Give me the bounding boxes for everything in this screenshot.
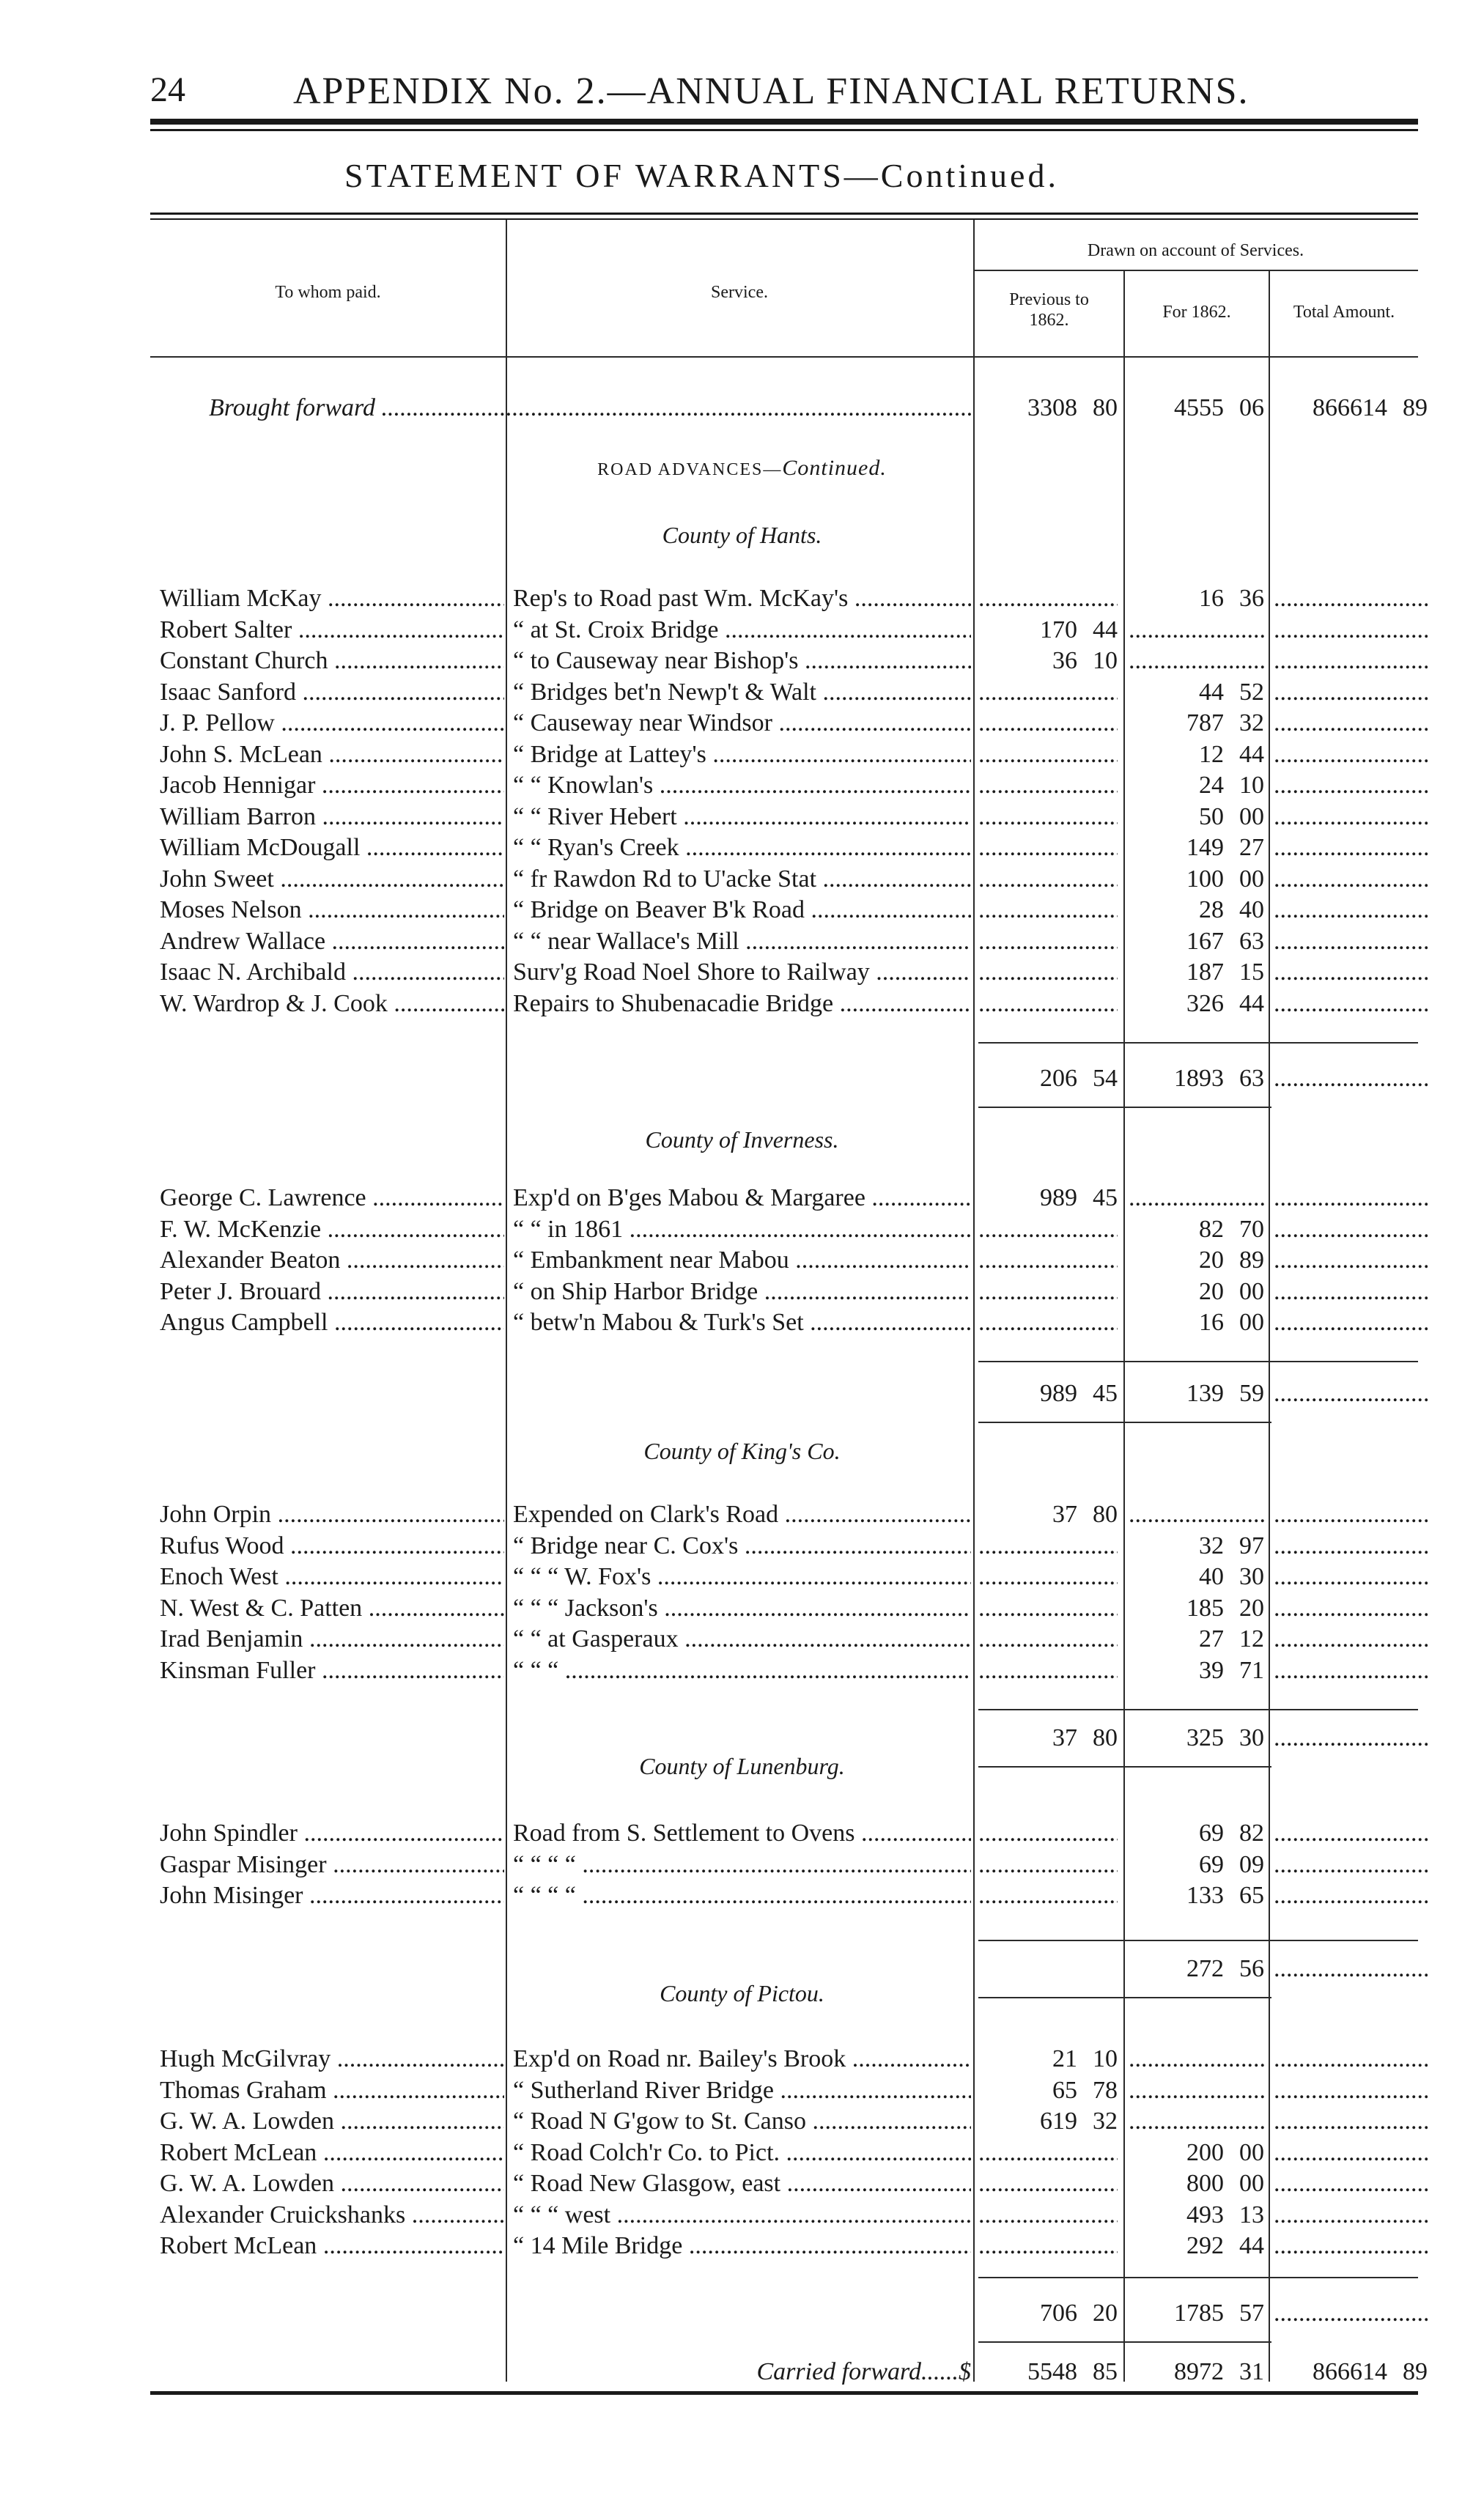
subtotal-total (1274, 1064, 1428, 1093)
subtotal-underline (978, 1766, 1271, 1768)
table-bottom-rule (150, 2391, 1418, 2395)
service-description: “ “ “ “ ..... (513, 1882, 971, 1909)
table-row (0, 1246, 1484, 1275)
brought-forward-previous: 3308 80 (1027, 394, 1118, 421)
service-description: “ on Ship Harbor Bridge ..... (513, 1278, 971, 1305)
amount-previous (978, 802, 1118, 832)
amount-previous: 37 80 (1052, 1501, 1118, 1528)
payee-name: N. West & C. Patten ..... (160, 1595, 504, 1622)
subtotal-for-1862: 139 59 (1186, 1380, 1264, 1407)
payee-name: Isaac N. Archibald ..... (160, 959, 504, 986)
subtotal-rule (978, 1361, 1418, 1362)
amount-previous (978, 1850, 1118, 1880)
amount-for-1862: 39 71 (1199, 1656, 1264, 1684)
amount-total (1274, 616, 1428, 645)
amount-previous (978, 1532, 1118, 1561)
amount-previous (978, 927, 1118, 956)
amount-total (1274, 2138, 1428, 2168)
amount-previous: 36 10 (1052, 647, 1118, 674)
table-row (0, 958, 1484, 987)
amount-for-1862 (1129, 616, 1264, 645)
service-description: Road from S. Settlement to Ovens ..... (513, 1820, 971, 1847)
amount-total (1274, 1277, 1428, 1307)
amount-total (1274, 1183, 1428, 1213)
payee-name: Peter J. Brouard ..... (160, 1278, 504, 1305)
header-previous-line2: 1862. (1029, 311, 1069, 330)
brought-forward-row (0, 394, 1484, 423)
amount-total (1274, 2045, 1428, 2074)
amount-previous (978, 584, 1118, 613)
table-row (0, 865, 1484, 894)
subtotal-underline (978, 1107, 1271, 1108)
county-heading: County of King's Co. (643, 1438, 841, 1464)
amount-previous (978, 1819, 1118, 1848)
payee-name: Andrew Wallace ..... (160, 928, 504, 955)
subtotal-previous: 37 80 (1052, 1724, 1118, 1751)
amount-total (1274, 584, 1428, 613)
amount-previous: 989 45 (1040, 1184, 1118, 1211)
subtotal-row (0, 1724, 1484, 1753)
subtotal-previous: 706 20 (1040, 2300, 1118, 2327)
amount-for-1862: 27 12 (1199, 1625, 1264, 1652)
amount-total (1274, 1656, 1428, 1685)
amount-total (1274, 1881, 1428, 1910)
amount-total (1274, 1625, 1428, 1654)
service-description: “ “ at Gasperaux ..... (513, 1625, 971, 1652)
amount-previous (978, 1562, 1118, 1592)
amount-total (1274, 1246, 1428, 1275)
subtotal-rule (978, 1042, 1418, 1044)
table-row (0, 1625, 1484, 1654)
payee-name: Alexander Cruickshanks ..... (160, 2201, 504, 2228)
amount-previous (978, 1881, 1118, 1910)
amount-for-1862: 167 63 (1186, 927, 1264, 955)
subtotal-rule (978, 1709, 1418, 1710)
service-description: “ Embankment near Mabou ..... (513, 1247, 971, 1274)
subtotal-row (0, 1379, 1484, 1408)
amount-total (1274, 2201, 1428, 2230)
payee-name: John Misinger ..... (160, 1882, 504, 1909)
table-row (0, 895, 1484, 925)
amount-total (1274, 678, 1428, 707)
service-description: Exp'd on B'ges Mabou & Margaree ..... (513, 1184, 971, 1211)
payee-name: G. W. A. Lowden ..... (160, 2170, 504, 2197)
amount-previous: 170 44 (1040, 616, 1118, 643)
table-row (0, 2138, 1484, 2168)
amount-for-1862: 69 82 (1199, 1820, 1264, 1847)
service-description: “ “ Ryan's Creek ..... (513, 834, 971, 861)
header-drawn-on-account: Drawn on account of Services. (1087, 241, 1304, 260)
table-row (0, 2045, 1484, 2074)
table-row (0, 1308, 1484, 1337)
header-rule-thin (150, 129, 1418, 131)
amount-for-1862: 800 00 (1186, 2170, 1264, 2197)
table-row (0, 989, 1484, 1019)
amount-for-1862: 292 44 (1186, 2232, 1264, 2259)
service-description: “ “ in 1861 ..... (513, 1216, 971, 1243)
carried-forward-for-1862: 8972 31 (1174, 2358, 1264, 2385)
payee-name: John Spindler ..... (160, 1820, 504, 1847)
payee-name: Robert McLean ..... (160, 2139, 504, 2166)
amount-previous (978, 989, 1118, 1019)
header-to-whom-paid: To whom paid. (275, 283, 381, 302)
amount-previous (978, 1594, 1118, 1623)
amount-total (1274, 2169, 1428, 2198)
table-row (0, 1594, 1484, 1623)
subtotal-for-1862: 1893 63 (1174, 1065, 1264, 1092)
table-row (0, 584, 1484, 613)
service-description: “ “ “ W. Fox's ..... (513, 1563, 971, 1590)
county-heading: County of Lunenburg. (639, 1753, 845, 1779)
amount-for-1862 (1129, 1500, 1264, 1529)
payee-name: Irad Benjamin ..... (160, 1625, 504, 1652)
amount-for-1862: 24 10 (1199, 772, 1264, 799)
service-description: “ “ “ Jackson's ..... (513, 1595, 971, 1622)
amount-previous (978, 895, 1118, 925)
amount-total (1274, 833, 1428, 863)
amount-for-1862 (1129, 2045, 1264, 2074)
amount-total (1274, 1850, 1428, 1880)
amount-previous (978, 1215, 1118, 1244)
subtotal-for-1862: 325 30 (1186, 1724, 1264, 1751)
subtotal-rule (978, 1940, 1418, 1941)
payee-name: Rufus Wood ..... (160, 1532, 504, 1559)
table-row (0, 802, 1484, 832)
service-description: “ Causeway near Windsor ..... (513, 709, 971, 736)
amount-for-1862: 28 40 (1199, 896, 1264, 923)
amount-for-1862: 100 00 (1186, 865, 1264, 893)
service-description: “ Road New Glasgow, east ..... (513, 2170, 971, 2197)
service-description: Surv'g Road Noel Shore to Railway ..... (513, 959, 971, 986)
subtotal-previous: 989 45 (1040, 1380, 1118, 1407)
carried-forward-label: Carried forward......$ (756, 2358, 971, 2385)
service-description: “ “ “ ..... (513, 1657, 971, 1684)
service-description: “ Bridge near C. Cox's ..... (513, 1532, 971, 1559)
service-description: “ “ Knowlan's ..... (513, 772, 971, 799)
table-row (0, 1562, 1484, 1592)
header-previous-to-1862 (975, 289, 1123, 330)
amount-total (1274, 958, 1428, 987)
amount-previous (978, 2138, 1118, 2168)
service-description: “ 14 Mile Bridge ..... (513, 2232, 971, 2259)
carried-forward-previous: 5548 85 (1027, 2358, 1118, 2385)
carried-forward-row (0, 2357, 1484, 2387)
amount-previous: 65 78 (1052, 2076, 1118, 2104)
table-row (0, 2107, 1484, 2136)
amount-for-1862: 16 00 (1199, 1309, 1264, 1336)
service-description: “ Road N G'gow to St. Canso ..... (513, 2108, 971, 2135)
table-row (0, 1819, 1484, 1848)
subtotal-for-1862: 272 56 (1186, 1955, 1264, 1982)
header-group-rule (975, 270, 1418, 271)
service-description: Exp'd on Road nr. Bailey's Brook ..... (513, 2045, 971, 2072)
subtotal-total (1274, 2299, 1428, 2328)
table-row (0, 2169, 1484, 2198)
payee-name: Enoch West ..... (160, 1563, 504, 1590)
amount-total (1274, 1819, 1428, 1848)
table-row (0, 2201, 1484, 2230)
subtotal-rule (978, 2277, 1418, 2278)
payee-name: Gaspar Misinger ..... (160, 1851, 504, 1878)
payee-name: William McKay ..... (160, 585, 504, 612)
amount-previous (978, 2169, 1118, 2198)
subtotal-for-1862: 1785 57 (1174, 2300, 1264, 2327)
amount-previous (978, 678, 1118, 707)
amount-previous (978, 709, 1118, 738)
amount-previous (978, 2231, 1118, 2261)
page-number: 24 (150, 70, 185, 109)
payee-name: George C. Lawrence ..... (160, 1184, 504, 1211)
payee-name: Thomas Graham ..... (160, 2077, 504, 2104)
amount-for-1862 (1129, 2107, 1264, 2136)
table-row (0, 2076, 1484, 2105)
subtotal-underline (978, 1422, 1271, 1423)
amount-previous (978, 1625, 1118, 1654)
amount-total (1274, 802, 1428, 832)
brought-forward-label: Brought forward ..... (209, 394, 971, 421)
header-total-amount: Total Amount. (1293, 303, 1395, 322)
payee-name: Moses Nelson ..... (160, 896, 504, 923)
amount-previous: 21 10 (1052, 2045, 1118, 2072)
service-description: “ betw'n Mabou & Turk's Set ..... (513, 1309, 971, 1336)
amount-total (1274, 1500, 1428, 1529)
payee-name: Isaac Sanford ..... (160, 679, 504, 706)
amount-total (1274, 1594, 1428, 1623)
amount-for-1862: 20 89 (1199, 1247, 1264, 1274)
service-description: “ “ “ west ..... (513, 2201, 971, 2228)
payee-name: Robert Salter ..... (160, 616, 504, 643)
payee-name: John Orpin ..... (160, 1501, 504, 1528)
amount-for-1862 (1129, 2076, 1264, 2105)
table-row (0, 771, 1484, 800)
table-top-rule-inner (150, 218, 1418, 220)
service-description: Rep's to Road past Wm. McKay's ..... (513, 585, 971, 612)
payee-name: G. W. A. Lowden ..... (160, 2108, 504, 2135)
service-description: “ “ River Hebert ..... (513, 803, 971, 830)
statement-subtitle: STATEMENT OF WARRANTS—Continued. (344, 157, 1059, 194)
amount-total (1274, 646, 1428, 676)
subtotal-previous: 206 54 (1040, 1065, 1118, 1092)
amount-previous (978, 865, 1118, 894)
payee-name: Hugh McGilvray ..... (160, 2045, 504, 2072)
page-title: APPENDIX No. 2.—ANNUAL FINANCIAL RETURNS. (293, 70, 1249, 112)
service-description: “ Sutherland River Bridge ..... (513, 2077, 971, 2104)
service-description: “ fr Rawdon Rd to U'acke Stat ..... (513, 865, 971, 893)
road-advances-heading: ROAD ADVANCES—Continued. (597, 456, 887, 480)
amount-for-1862: 326 44 (1186, 989, 1264, 1017)
amount-total (1274, 927, 1428, 956)
service-description: Expended on Clark's Road ..... (513, 1501, 971, 1528)
amount-total (1274, 1308, 1428, 1337)
payee-name: F. W. McKenzie ..... (160, 1216, 504, 1243)
amount-total (1274, 2107, 1428, 2136)
payee-name: William McDougall ..... (160, 834, 504, 861)
payee-name: Constant Church ..... (160, 647, 504, 674)
service-description: “ Bridge on Beaver B'k Road ..... (513, 896, 971, 923)
service-description: Repairs to Shubenacadie Bridge ..... (513, 990, 971, 1017)
table-row (0, 2231, 1484, 2261)
service-description: “ “ “ “ ..... (513, 1851, 971, 1878)
amount-for-1862: 16 36 (1199, 585, 1264, 612)
table-row (0, 1656, 1484, 1685)
payee-name: John S. McLean ..... (160, 741, 504, 768)
payee-name: William Barron ..... (160, 803, 504, 830)
amount-previous (978, 1277, 1118, 1307)
table-row (0, 833, 1484, 863)
amount-total (1274, 709, 1428, 738)
table-row (0, 678, 1484, 707)
service-description: “ at St. Croix Bridge ..... (513, 616, 971, 643)
amount-previous (978, 1656, 1118, 1685)
service-description: “ Bridge at Lattey's ..... (513, 741, 971, 768)
amount-total (1274, 1215, 1428, 1244)
payee-name: Robert McLean ..... (160, 2232, 504, 2259)
amount-for-1862: 44 52 (1199, 678, 1264, 706)
table-top-rule (150, 213, 1418, 215)
county-heading: County of Hants. (662, 522, 822, 548)
amount-total (1274, 2076, 1428, 2105)
subtotal-total (1274, 1724, 1428, 1753)
subtotal-underline (978, 1997, 1271, 1998)
subtotal-underline (978, 2341, 1271, 2343)
payee-name: Alexander Beaton ..... (160, 1247, 504, 1274)
amount-for-1862: 50 00 (1199, 802, 1264, 830)
amount-for-1862: 40 30 (1199, 1563, 1264, 1590)
amount-for-1862: 200 00 (1186, 2138, 1264, 2166)
payee-name: Jacob Hennigar ..... (160, 772, 504, 799)
amount-total (1274, 865, 1428, 894)
amount-for-1862: 787 32 (1186, 709, 1264, 736)
brought-forward-for-1862: 4555 06 (1174, 394, 1264, 421)
table-row (0, 646, 1484, 676)
header-for-1862: For 1862. (1162, 303, 1231, 322)
county-heading: County of Pictou. (660, 1980, 824, 2006)
table-row (0, 1215, 1484, 1244)
payee-name: Angus Campbell ..... (160, 1309, 504, 1336)
table-row (0, 1532, 1484, 1561)
brought-forward-total: 866614 89 (1313, 394, 1428, 421)
table-row (0, 1183, 1484, 1213)
table-row (0, 740, 1484, 769)
header-service: Service. (711, 283, 768, 302)
amount-for-1862: 82 70 (1199, 1215, 1264, 1243)
table-row (0, 927, 1484, 956)
amount-total (1274, 895, 1428, 925)
table-row (0, 1881, 1484, 1910)
amount-previous (978, 958, 1118, 987)
amount-total (1274, 989, 1428, 1019)
table-row (0, 1500, 1484, 1529)
amount-for-1862: 20 00 (1199, 1277, 1264, 1305)
service-description: “ Bridges bet'n Newp't & Walt ..... (513, 679, 971, 706)
header-previous-line1: Previous to (1009, 290, 1089, 309)
amount-previous (978, 2201, 1118, 2230)
amount-total (1274, 1562, 1428, 1592)
payee-name: Kinsman Fuller ..... (160, 1657, 504, 1684)
amount-previous (978, 1308, 1118, 1337)
amount-for-1862: 32 97 (1199, 1532, 1264, 1559)
amount-for-1862: 149 27 (1186, 834, 1264, 861)
county-heading: County of Inverness. (645, 1126, 839, 1153)
subtotal-row (0, 2299, 1484, 2328)
amount-previous (978, 1246, 1118, 1275)
amount-previous (978, 740, 1118, 769)
amount-total (1274, 1532, 1428, 1561)
payee-name: J. P. Pellow ..... (160, 709, 504, 736)
table-row (0, 709, 1484, 738)
amount-for-1862 (1129, 646, 1264, 676)
amount-for-1862: 187 15 (1186, 959, 1264, 986)
amount-total (1274, 2231, 1428, 2261)
amount-previous: 619 32 (1040, 2108, 1118, 2135)
service-description: “ “ near Wallace's Mill ..... (513, 928, 971, 955)
carried-forward-total: 866614 89 (1313, 2358, 1428, 2385)
subtotal-row (0, 1064, 1484, 1093)
subtotal-row (0, 1954, 1484, 1984)
header-bottom-rule (150, 356, 1418, 358)
amount-for-1862: 493 13 (1186, 2201, 1264, 2228)
subtotal-total (1274, 1954, 1428, 1984)
service-description: “ Road Colch'r Co. to Pict. ..... (513, 2139, 971, 2166)
service-description: “ to Causeway near Bishop's ..... (513, 647, 971, 674)
amount-for-1862: 69 09 (1199, 1850, 1264, 1878)
table-row (0, 1277, 1484, 1307)
table-row (0, 616, 1484, 645)
subtotal-total (1274, 1379, 1428, 1408)
table-row (0, 1850, 1484, 1880)
amount-for-1862 (1129, 1183, 1264, 1213)
payee-name: John Sweet ..... (160, 865, 504, 893)
amount-previous (978, 833, 1118, 863)
header-rule-thick (150, 119, 1418, 125)
amount-total (1274, 740, 1428, 769)
payee-name: W. Wardrop & J. Cook ..... (160, 990, 504, 1017)
amount-for-1862: 185 20 (1186, 1594, 1264, 1622)
amount-total (1274, 771, 1428, 800)
amount-for-1862: 12 44 (1199, 740, 1264, 768)
amount-for-1862: 133 65 (1186, 1882, 1264, 1909)
amount-previous (978, 771, 1118, 800)
